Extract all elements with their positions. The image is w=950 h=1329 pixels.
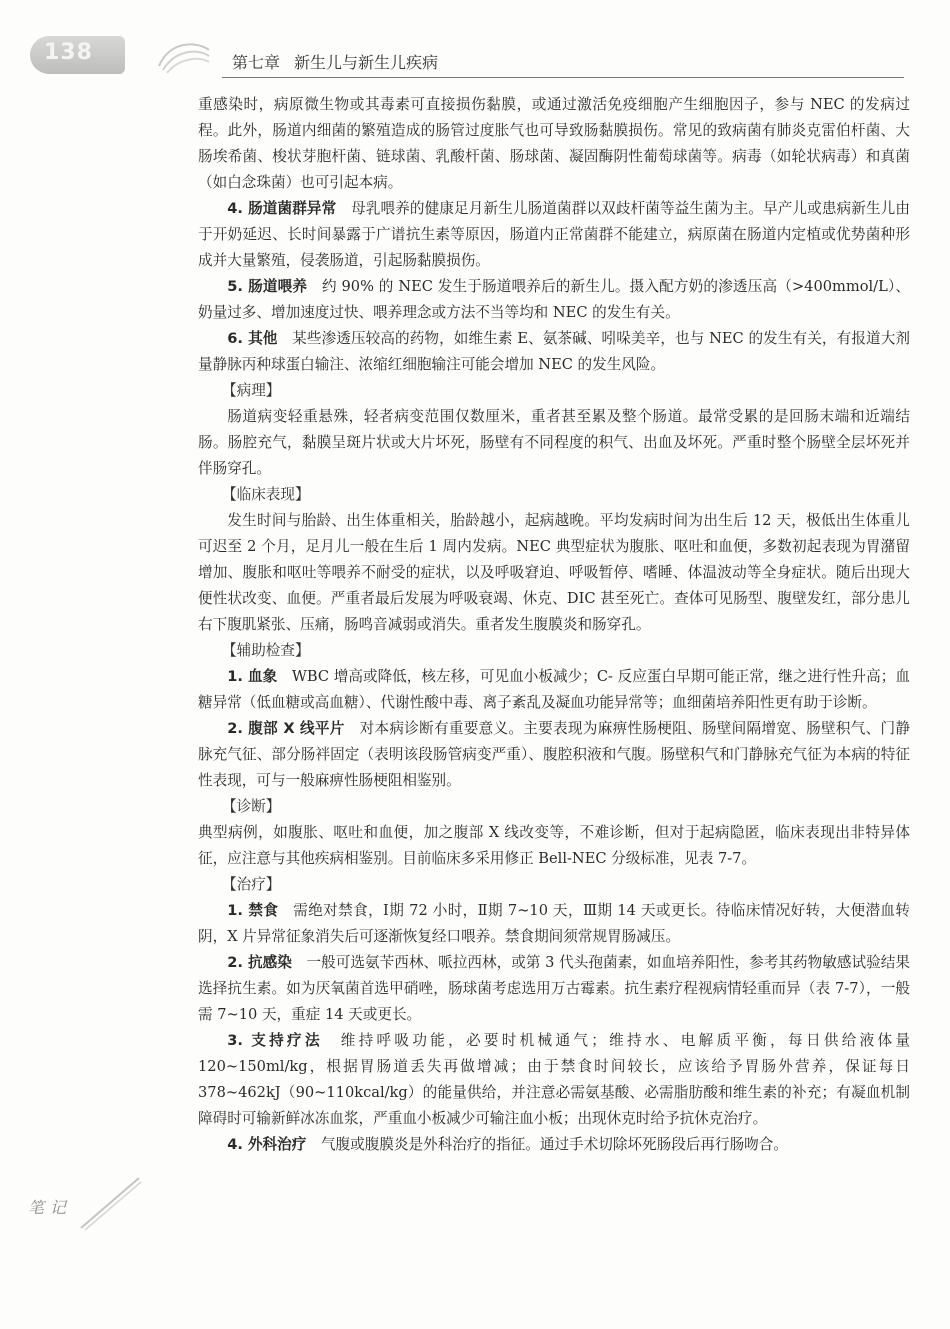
subheading: 3. 支持疗法 xyxy=(227,1032,323,1049)
paragraph-text: 约 90% 的 NEC 发生于肠道喂养后的新生儿。摄入配方奶的渗透压高（>400mmol/L）、奶量过多、增加速度过快、喂养理念或方法不当等均和 NEC 的发生有关。 xyxy=(198,278,910,321)
subheading: 4. 外科治疗 xyxy=(227,1136,307,1153)
section-heading-treatment: 【治疗】 xyxy=(222,876,281,893)
paragraph-text: 母乳喂养的健康足月新生儿肠道菌群以双歧杆菌等益生菌为主。早产儿或患病新生儿由于开奶延迟、长时间暴露于广谱抗生素等原因，肠道内正常菌群不能建立，病原菌在肠道内定植或优势菌种形成并大量繁殖，侵袭肠道，引起肠黏膜损伤。 xyxy=(198,200,910,269)
subheading: 2. 腹部 X 线平片 xyxy=(227,720,345,737)
paragraph: 重感染时，病原微生物或其毒素可直接损伤黏膜，或通过激活免疫细胞产生细胞因子，参与 NEC 的发病过程。此外，肠道内细菌的繁殖造成的肠管过度胀气也可导致肠黏膜损伤。常见的致病菌有肺炎克雷伯杆菌、大肠埃希菌、梭状芽胞杆菌、链球菌、乳酸杆菌、肠球菌、凝固酶阴性葡萄球菌等。病毒（如轮状病毒）和真菌（如白念珠菌）也可引起本病。 xyxy=(198,96,910,191)
paragraph xyxy=(198,196,910,274)
notes-margin-label: 笔记 xyxy=(28,1198,73,1217)
subheading: 4. 肠道菌群异常 xyxy=(227,200,337,217)
subheading: 6. 其他 xyxy=(227,330,278,347)
page-body xyxy=(198,92,910,1158)
paragraph-text: 需绝对禁食，Ⅰ期 72 小时，Ⅱ期 7~10 天，Ⅲ期 14 天或更长。待临床情况好转，大便潜血转阴，X 片异常征象消失后可逐渐恢复经口喂养。禁食期间须常规胃肠减压。 xyxy=(198,902,910,945)
subheading: 5. 肠道喂养 xyxy=(227,278,308,295)
paragraph-text: WBC 增高或降低，核左移，可见血小板减少；C- 反应蛋白早期可能正常，继之进行性升高；血糖异常（低血糖或高血糖）、代谢性酸中毒、离子紊乱及凝血功能异常等；血细菌培养阳性更有助于诊断。 xyxy=(198,668,910,711)
paragraph: 典型病例，如腹胀、呕吐和血便，加之腹部 X 线改变等，不难诊断，但对于起病隐匿，临床表现出非特异体征，应注意与其他疾病相鉴别。目前临床多采用修正 Bell-NEC 分级标准，见表 7-7。 xyxy=(198,824,910,867)
paragraph xyxy=(198,898,910,950)
decorative-swirl-icon xyxy=(155,36,213,76)
paragraph xyxy=(198,950,910,1028)
paragraph-text: 气腹或腹膜炎是外科治疗的指征。通过手术切除坏死肠段后再行肠吻合。 xyxy=(320,1136,788,1153)
section-heading-pathology: 【病理】 xyxy=(222,382,281,399)
paragraph-text: 对本病诊断有重要意义。主要表现为麻痹性肠梗阻、肠壁间隔增宽、肠壁积气、门静脉充气征、部分肠袢固定（表明该段肠管病变严重）、腹腔积液和气腹。肠壁积气和门静脉充气征为本病的特征性表现，可与一般麻痹性肠梗阻相鉴别。 xyxy=(198,720,910,789)
section-heading-clinical: 【临床表现】 xyxy=(222,486,310,503)
paragraph-text: 某些渗透压较高的药物，如维生素 E、氨茶碱、吲哚美辛，也与 NEC 的发生有关，有报道大剂量静脉丙种球蛋白输注、浓缩红细胞输注可能会增加 NEC 的发生风险。 xyxy=(198,330,910,373)
subheading: 2. 抗感染 xyxy=(227,954,292,971)
section-heading-auxiliary: 【辅助检查】 xyxy=(222,642,310,659)
running-header xyxy=(232,50,452,73)
page-number: 138 xyxy=(44,40,93,65)
header-rule xyxy=(222,77,904,78)
paragraph xyxy=(198,326,910,378)
subheading: 1. 血象 xyxy=(227,668,278,685)
paragraph-text: 一般可选氨苄西林、哌拉西林，或第 3 代头孢菌素，如血培养阳性，参考其药物敏感试验结果选择抗生素。如为厌氧菌首选甲硝唑，肠球菌考虑选用万古霉素。抗生素疗程视病情轻重而异（表 7-7），一般需 7~10 天，重症 14 天或更长。 xyxy=(198,954,910,1023)
section-heading-diagnosis: 【诊断】 xyxy=(222,798,281,815)
paragraph xyxy=(198,1028,910,1132)
paragraph xyxy=(198,664,910,716)
paragraph xyxy=(198,274,910,326)
paragraph xyxy=(198,716,910,794)
paragraph xyxy=(198,1132,910,1158)
subheading: 1. 禁食 xyxy=(227,902,279,919)
paragraph: 发生时间与胎龄、出生体重相关，胎龄越小，起病越晚。平均发病时间为出生后 12 天，极低出生体重儿可迟至 2 个月，足月儿一般在生后 1 周内发病。NEC 典型症状为腹胀、呕吐和血便，多数初起表现为胃潴留增加、腹胀和呕吐等喂养不耐受的症状，以及呼吸窘迫、呼吸暂停、嗜睡、体温波动等全身症状。随后出现大便性状改变、血便。严重者最后发展为呼吸衰竭、休克、DIC 甚至死亡。查体可见肠型、腹壁发红，部分患儿右下腹肌紧张、压痛，肠鸣音减弱或消失。重者发生腹膜炎和肠穿孔。 xyxy=(198,512,910,633)
paragraph-text: 维持呼吸功能，必要时机械通气；维持水、电解质平衡，每日供给液体量 120~150ml/kg，根据胃肠道丢失再做增减；由于禁食时间较长，应该给予胃肠外营养，保证每日 378~462kJ（90~110kcal/kg）的能量供给，并注意必需氨基酸、必需脂肪酸和维生素的补充；有凝血机制障碍时可输新鲜冰冻血浆，严重血小板减少可输注血小板；出现休克时给予抗休克治疗。 xyxy=(198,1032,910,1127)
chapter-label: 第七章 xyxy=(232,53,281,72)
paragraph: 肠道病变轻重悬殊，轻者病变范围仅数厘米，重者甚至累及整个肠道。最常受累的是回肠末端和近端结肠。肠腔充气，黏膜呈斑片状或大片坏死，肠壁有不同程度的积气、出血及坏死。严重时整个肠壁全层坏死并伴肠穿孔。 xyxy=(198,408,910,477)
pen-icon xyxy=(75,1172,145,1232)
chapter-title: 新生儿与新生儿疾病 xyxy=(294,53,439,72)
